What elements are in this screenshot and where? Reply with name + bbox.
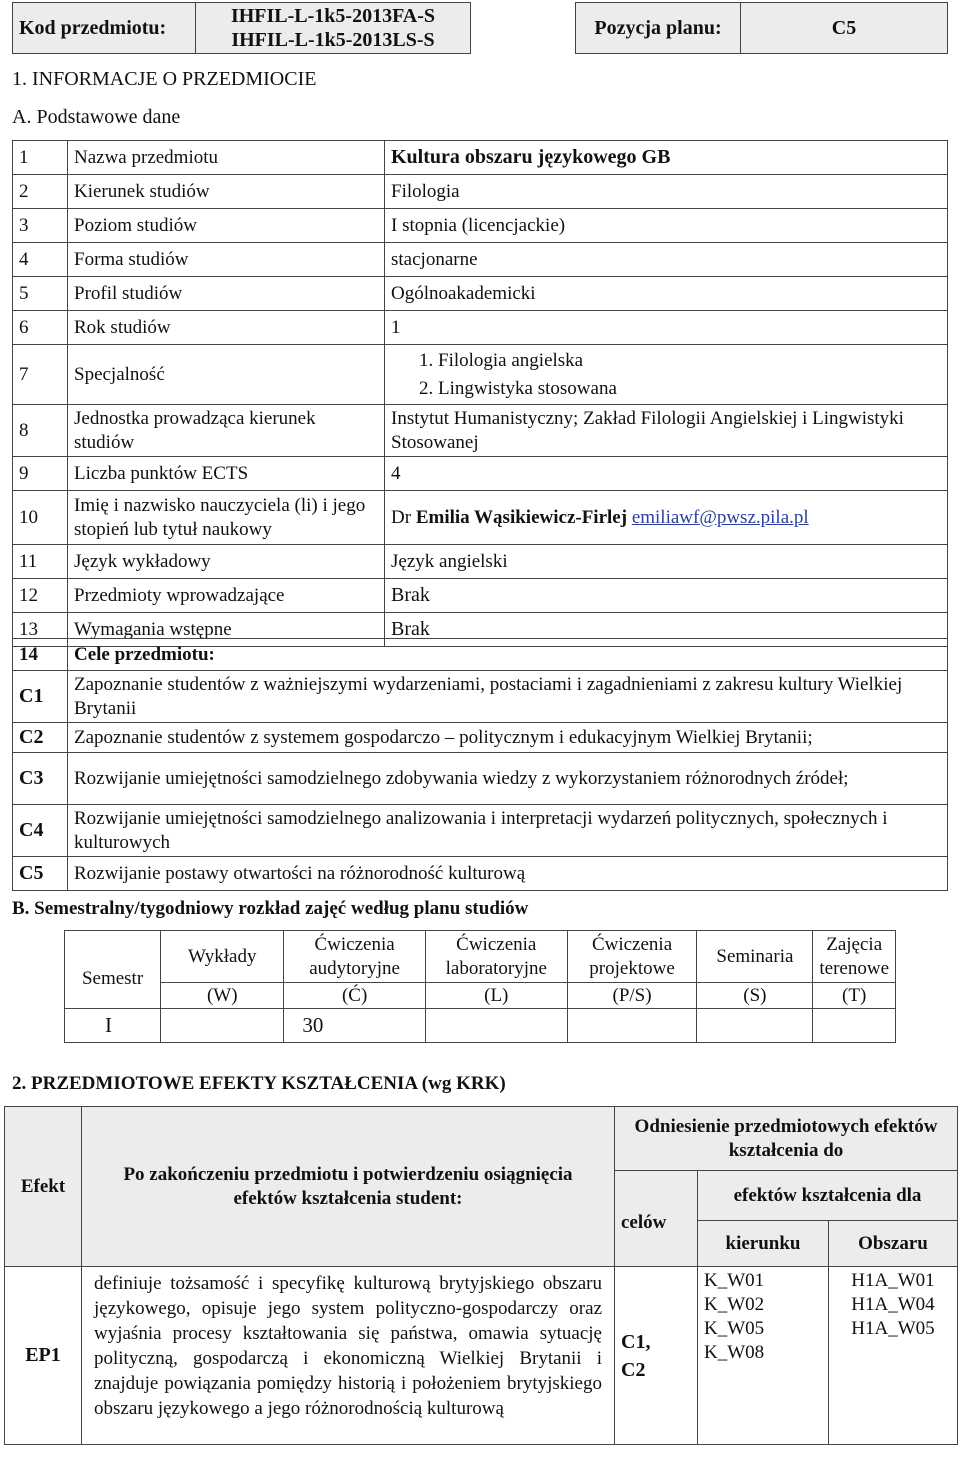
table-row: 8 Jednostka prowadząca kierunek studiów Instytut Humanistyczny; Zakład Filologii Angielskiej i Lingwistyki Stosowanej [13,405,948,457]
section-a-title: A. Podstawowe dane [12,106,181,128]
code-value-2: IHFIL-L-1k5-2013LS-S [231,29,435,51]
table-row: kierunku Obszaru [5,1221,958,1267]
table-row: 12 Przedmioty wprowadzające Brak [13,579,948,613]
table-row: 10 Imię i nazwisko nauczyciela (li) i jego stopień lub tytuł naukowy Dr Emilia Wąsikiewicz-Firlej emiliawf@pwsz.pila.pl [13,491,948,545]
table-row: celów efektów kształcenia dla [5,1171,958,1221]
table-row: (W) (Ć) (L) (P/S) (S) (T) [65,983,896,1009]
position-label: Pozycja planu: [576,3,741,54]
table-row: C2 Zapoznanie studentów z systemem gospodarczo – politycznym i edukacyjnym Wielkiej Brytanii; [13,723,948,753]
teacher-email-link[interactable]: emiliawf@pwsz.pila.pl [631,506,809,528]
table-row: 9 Liczba punktów ECTS 4 [13,457,948,491]
table-row: 2 Kierunek studiów Filologia [13,175,948,209]
table-row: 14 Cele przedmiotu: [13,639,948,671]
effects-table [4,1106,958,1445]
position-value: C5 [741,3,948,54]
code-value-1: IHFIL-L-1k5-2013FA-S [230,5,436,27]
table-row: Efekt Po zakończeniu przedmiotu i potwierdzeniu osiągnięcia efektów kształcenia student: Odniesienie przedmiotowych efektów kształcenia do [5,1107,958,1171]
table-row: I 30 [65,1009,896,1043]
table-row: Semestr Wykłady Ćwiczenia audytoryjne Ćwiczenia laboratoryjne Ćwiczenia projektowe Seminaria Zajęcia terenowe [65,931,896,983]
basic-info-table [12,140,948,647]
table-row: 3 Poziom studiów I stopnia (licencjackie) [13,209,948,243]
section-b-title: B. Semestralny/tygodniowy rozkład zajęć według planu studiów [12,898,529,919]
table-row: 4 Forma studiów stacjonarne [13,243,948,277]
code-value [196,3,471,54]
code-label: Kod przedmiotu: [13,3,196,54]
schedule-table [64,930,896,1043]
table-row: 13 Wymagania wstępne Brak [13,613,948,647]
table-row: 6 Rok studiów 1 [13,311,948,345]
table-row: 7 Specjalność 1. Filologia angielska 2. Lingwistyka stosowana [13,345,948,405]
table-row: C4 Rozwijanie umiejętności samodzielnego analizowania i interpretacji wydarzeń politycznych, społecznych i kulturowych [13,805,948,857]
section-2-title: 2. PRZEDMIOTOWE EFEKTY KSZTAŁCENIA (wg KRK) [12,1073,506,1094]
table-row: 11 Język wykładowy Język angielski [13,545,948,579]
header-table [12,2,948,54]
teacher-name: Emilia Wąsikiewicz-Firlej [415,506,628,528]
goals-table [12,638,948,891]
table-row: 5 Profil studiów Ogólnoakademicki [13,277,948,311]
table-row: EP1 definiuje tożsamość i specyfikę kulturową brytyjskiego obszaru językowego, opisuje jego system polityczno-gospodarczy oraz wyjaśnia procesy kształtowania się państwa, omawia sytuację polityczną, gospodarczą i ekonomiczną Wielkiej Brytanii i znajduje powiązania pomiędzy historią i położeniem brytyjskiego obszaru językowego a jego różnorodnością kulturową C1, C2 K_W01 K_W02 K_W05 K_W08 H1A_W01 H1A_W04 H1A_W05 [5,1267,958,1445]
table-row: C3 Rozwijanie umiejętności samodzielnego zdobywania wiedzy z wykorzystaniem różnorodnych źródeł; [13,753,948,805]
table-row: C5 Rozwijanie postawy otwartości na różnorodność kulturową [13,857,948,891]
section-1-title: 1. INFORMACJE O PRZEDMIOCIE [12,68,317,90]
table-row: 1 Nazwa przedmiotu Kultura obszaru językowego GB [13,141,948,175]
table-row: C1 Zapoznanie studentów z ważniejszymi wydarzeniami, postaciami i zagadnieniami z zakresu kultury Wielkiej Brytanii [13,671,948,723]
course-name: Kultura obszaru językowego GB [385,141,948,175]
